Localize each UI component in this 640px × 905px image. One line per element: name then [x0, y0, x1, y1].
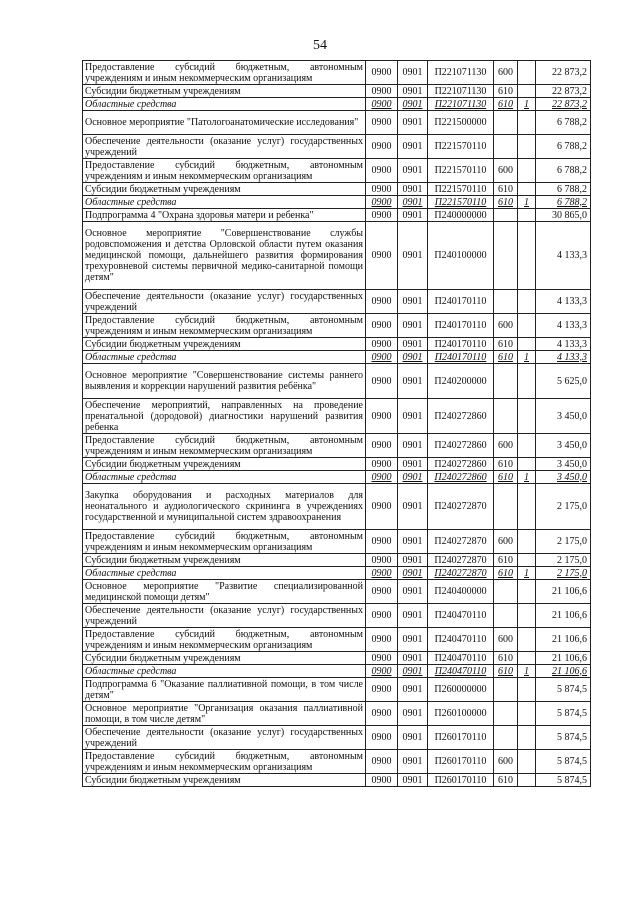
table-row: [83, 364, 591, 399]
row-source-code: [518, 554, 536, 567]
row-csr-code: П221071130: [428, 61, 494, 85]
row-sum: 3 450,0: [536, 458, 591, 471]
row-source-code: [518, 399, 536, 434]
row-source-code: [518, 135, 536, 159]
table-row: [83, 314, 591, 338]
row-sum: 4 133,3: [536, 351, 591, 364]
row-csr-code: П240170110: [428, 314, 494, 338]
row-source-code: 1: [518, 351, 536, 364]
row-vr-code: [494, 678, 518, 702]
row-source-code: [518, 750, 536, 774]
row-name: Основное мероприятие "Организация оказания паллиативной помощи, в том числе детям": [83, 702, 366, 726]
row-sum: 5 874,5: [536, 774, 591, 787]
row-name: Основное мероприятие "Совершенствование системы раннего выявления и коррекции нарушений развития ребёнка": [83, 364, 366, 399]
table-row: [83, 580, 591, 604]
table-row: [83, 209, 591, 222]
row-vr-code: 610: [494, 351, 518, 364]
row-csr-code: П221570110: [428, 159, 494, 183]
row-source-code: [518, 580, 536, 604]
row-name: Субсидии бюджетным учреждениям: [83, 85, 366, 98]
row-source-code: 1: [518, 665, 536, 678]
row-csr-code: П240170110: [428, 351, 494, 364]
row-sum: 6 788,2: [536, 196, 591, 209]
row-gr-code: 0900: [366, 471, 398, 484]
row-source-code: [518, 484, 536, 530]
row-source-code: [518, 85, 536, 98]
row-pr-code: 0901: [398, 98, 428, 111]
row-vr-code: 610: [494, 98, 518, 111]
row-vr-code: 600: [494, 530, 518, 554]
row-gr-code: 0900: [366, 580, 398, 604]
row-name: Обеспечение деятельности (оказание услуг) государственных учреждений: [83, 604, 366, 628]
row-vr-code: 610: [494, 652, 518, 665]
row-name: Субсидии бюджетным учреждениям: [83, 774, 366, 787]
row-csr-code: П240200000: [428, 364, 494, 399]
row-source-code: [518, 458, 536, 471]
row-pr-code: 0901: [398, 652, 428, 665]
row-vr-code: [494, 726, 518, 750]
row-pr-code: 0901: [398, 774, 428, 787]
row-name: Областные средства: [83, 567, 366, 580]
row-name: Предоставление субсидий бюджетным, автономным учреждениям и иным некоммерческим организациям: [83, 628, 366, 652]
row-pr-code: 0901: [398, 530, 428, 554]
row-source-code: 1: [518, 196, 536, 209]
row-vr-code: 600: [494, 61, 518, 85]
row-vr-code: [494, 364, 518, 399]
row-source-code: [518, 290, 536, 314]
table-row: [83, 665, 591, 678]
row-vr-code: 610: [494, 471, 518, 484]
row-pr-code: 0901: [398, 183, 428, 196]
table-row: [83, 111, 591, 135]
row-gr-code: 0900: [366, 604, 398, 628]
row-pr-code: 0901: [398, 290, 428, 314]
table-row: [83, 399, 591, 434]
row-gr-code: 0900: [366, 678, 398, 702]
row-gr-code: 0900: [366, 665, 398, 678]
row-sum: 3 450,0: [536, 434, 591, 458]
table-row: [83, 351, 591, 364]
row-name: Обеспечение мероприятий, направленных на проведение пренатальной (дородовой) диагностики нарушений развития ребенка: [83, 399, 366, 434]
row-vr-code: 610: [494, 338, 518, 351]
row-source-code: [518, 61, 536, 85]
row-csr-code: П240100000: [428, 222, 494, 290]
row-csr-code: П240272860: [428, 471, 494, 484]
row-pr-code: 0901: [398, 364, 428, 399]
table-row: [83, 652, 591, 665]
row-vr-code: 610: [494, 554, 518, 567]
row-gr-code: 0900: [366, 98, 398, 111]
row-source-code: [518, 652, 536, 665]
row-name: Областные средства: [83, 196, 366, 209]
table-row: [83, 338, 591, 351]
row-source-code: [518, 774, 536, 787]
row-gr-code: 0900: [366, 726, 398, 750]
row-pr-code: 0901: [398, 209, 428, 222]
row-source-code: [518, 314, 536, 338]
row-gr-code: 0900: [366, 434, 398, 458]
row-sum: 6 788,2: [536, 111, 591, 135]
row-sum: 30 865,0: [536, 209, 591, 222]
row-pr-code: 0901: [398, 196, 428, 209]
row-csr-code: П221570110: [428, 196, 494, 209]
row-name: Предоставление субсидий бюджетным, автономным учреждениям и иным некоммерческим организациям: [83, 750, 366, 774]
row-source-code: [518, 678, 536, 702]
table-row: [83, 530, 591, 554]
table-row: [83, 484, 591, 530]
row-sum: 21 106,6: [536, 665, 591, 678]
row-csr-code: П260170110: [428, 750, 494, 774]
row-vr-code: [494, 580, 518, 604]
table-row: [83, 196, 591, 209]
row-pr-code: 0901: [398, 554, 428, 567]
row-csr-code: П221570110: [428, 135, 494, 159]
row-source-code: [518, 159, 536, 183]
row-gr-code: 0900: [366, 484, 398, 530]
row-sum: 2 175,0: [536, 554, 591, 567]
table-row: [83, 628, 591, 652]
row-name: Подпрограмма 6 "Оказание паллиативной помощи, в том числе детям": [83, 678, 366, 702]
table-row: [83, 750, 591, 774]
row-gr-code: 0900: [366, 702, 398, 726]
row-gr-code: 0900: [366, 135, 398, 159]
row-sum: 5 874,5: [536, 726, 591, 750]
row-name: Областные средства: [83, 351, 366, 364]
table-row: [83, 98, 591, 111]
row-csr-code: П240272870: [428, 567, 494, 580]
row-csr-code: П240272870: [428, 530, 494, 554]
row-name: Предоставление субсидий бюджетным, автономным учреждениям и иным некоммерческим организациям: [83, 314, 366, 338]
row-vr-code: 600: [494, 750, 518, 774]
row-source-code: 1: [518, 98, 536, 111]
row-sum: 21 106,6: [536, 580, 591, 604]
row-name: Подпрограмма 4 "Охрана здоровья матери и ребенка": [83, 209, 366, 222]
row-gr-code: 0900: [366, 554, 398, 567]
row-csr-code: П240170110: [428, 338, 494, 351]
row-pr-code: 0901: [398, 135, 428, 159]
budget-table-body: [83, 61, 591, 787]
table-row: [83, 159, 591, 183]
row-name: Субсидии бюджетным учреждениям: [83, 458, 366, 471]
row-csr-code: П240272870: [428, 484, 494, 530]
row-sum: 4 133,3: [536, 338, 591, 351]
row-pr-code: 0901: [398, 351, 428, 364]
table-row: [83, 183, 591, 196]
row-sum: 5 874,5: [536, 750, 591, 774]
row-gr-code: 0900: [366, 290, 398, 314]
row-sum: 2 175,0: [536, 567, 591, 580]
table-row: [83, 290, 591, 314]
budget-table: [82, 60, 591, 787]
page-number: 54: [313, 38, 327, 53]
row-name: Субсидии бюджетным учреждениям: [83, 554, 366, 567]
row-csr-code: П240272860: [428, 399, 494, 434]
row-vr-code: 600: [494, 434, 518, 458]
row-source-code: [518, 209, 536, 222]
row-gr-code: 0900: [366, 338, 398, 351]
row-name: Предоставление субсидий бюджетным, автономным учреждениям и иным некоммерческим организациям: [83, 61, 366, 85]
row-gr-code: 0900: [366, 652, 398, 665]
table-row: [83, 678, 591, 702]
row-vr-code: 600: [494, 628, 518, 652]
row-gr-code: 0900: [366, 61, 398, 85]
table-row: [83, 702, 591, 726]
row-sum: 6 788,2: [536, 135, 591, 159]
row-csr-code: П260170110: [428, 774, 494, 787]
row-vr-code: 600: [494, 159, 518, 183]
row-csr-code: П221071130: [428, 85, 494, 98]
table-row: [83, 222, 591, 290]
row-gr-code: 0900: [366, 750, 398, 774]
row-vr-code: 610: [494, 665, 518, 678]
row-gr-code: 0900: [366, 351, 398, 364]
row-sum: 22 873,2: [536, 61, 591, 85]
table-row: [83, 471, 591, 484]
row-vr-code: [494, 111, 518, 135]
row-pr-code: 0901: [398, 61, 428, 85]
row-name: Субсидии бюджетным учреждениям: [83, 652, 366, 665]
row-vr-code: [494, 290, 518, 314]
row-name: Предоставление субсидий бюджетным, автономным учреждениям и иным некоммерческим организациям: [83, 434, 366, 458]
row-gr-code: 0900: [366, 364, 398, 399]
row-sum: 21 106,6: [536, 604, 591, 628]
row-pr-code: 0901: [398, 85, 428, 98]
row-vr-code: 610: [494, 196, 518, 209]
row-name: Областные средства: [83, 471, 366, 484]
row-name: Предоставление субсидий бюджетным, автономным учреждениям и иным некоммерческим организациям: [83, 159, 366, 183]
table-row: [83, 434, 591, 458]
row-pr-code: 0901: [398, 222, 428, 290]
row-pr-code: 0901: [398, 567, 428, 580]
row-sum: 6 788,2: [536, 159, 591, 183]
row-sum: 22 873,2: [536, 85, 591, 98]
row-source-code: [518, 434, 536, 458]
row-csr-code: П260000000: [428, 678, 494, 702]
row-csr-code: П221500000: [428, 111, 494, 135]
row-name: Областные средства: [83, 98, 366, 111]
row-csr-code: П240000000: [428, 209, 494, 222]
row-pr-code: 0901: [398, 399, 428, 434]
row-vr-code: [494, 702, 518, 726]
row-source-code: [518, 726, 536, 750]
row-name: Субсидии бюджетным учреждениям: [83, 338, 366, 351]
table-row: [83, 554, 591, 567]
row-pr-code: 0901: [398, 678, 428, 702]
row-pr-code: 0901: [398, 471, 428, 484]
row-csr-code: П221570110: [428, 183, 494, 196]
row-source-code: [518, 628, 536, 652]
row-gr-code: 0900: [366, 183, 398, 196]
row-gr-code: 0900: [366, 458, 398, 471]
row-csr-code: П240470110: [428, 604, 494, 628]
row-sum: 5 625,0: [536, 364, 591, 399]
row-csr-code: П240272860: [428, 434, 494, 458]
row-pr-code: 0901: [398, 159, 428, 183]
row-csr-code: П260170110: [428, 726, 494, 750]
row-source-code: [518, 604, 536, 628]
row-pr-code: 0901: [398, 702, 428, 726]
row-csr-code: П240470110: [428, 628, 494, 652]
row-vr-code: 610: [494, 774, 518, 787]
table-row: [83, 61, 591, 85]
row-name: Основное мероприятие "Патологоанатомические исследования": [83, 111, 366, 135]
row-csr-code: П221071130: [428, 98, 494, 111]
row-pr-code: 0901: [398, 726, 428, 750]
row-pr-code: 0901: [398, 314, 428, 338]
row-source-code: [518, 702, 536, 726]
row-vr-code: [494, 484, 518, 530]
row-vr-code: [494, 399, 518, 434]
table-row: [83, 567, 591, 580]
row-gr-code: 0900: [366, 85, 398, 98]
row-name: Основное мероприятие "Совершенствование службы родовспоможения и детства Орловской области путем оказания медицинской помощи, дальнейшего развития формирования трехуровневой системы первичной медико-санитарной помощи детям": [83, 222, 366, 290]
row-sum: 5 874,5: [536, 678, 591, 702]
row-sum: 21 106,6: [536, 652, 591, 665]
row-gr-code: 0900: [366, 159, 398, 183]
row-csr-code: П240170110: [428, 290, 494, 314]
row-pr-code: 0901: [398, 484, 428, 530]
row-source-code: [518, 222, 536, 290]
row-gr-code: 0900: [366, 314, 398, 338]
row-gr-code: 0900: [366, 567, 398, 580]
row-sum: 2 175,0: [536, 484, 591, 530]
table-row: [83, 604, 591, 628]
row-pr-code: 0901: [398, 580, 428, 604]
table-row: [83, 774, 591, 787]
row-vr-code: 610: [494, 85, 518, 98]
row-source-code: [518, 338, 536, 351]
row-pr-code: 0901: [398, 628, 428, 652]
row-gr-code: 0900: [366, 628, 398, 652]
row-csr-code: П240272860: [428, 458, 494, 471]
table-row: [83, 135, 591, 159]
row-gr-code: 0900: [366, 222, 398, 290]
row-vr-code: [494, 604, 518, 628]
row-name: Предоставление субсидий бюджетным, автономным учреждениям и иным некоммерческим организациям: [83, 530, 366, 554]
row-source-code: 1: [518, 567, 536, 580]
row-csr-code: П240272870: [428, 554, 494, 567]
row-sum: 4 133,3: [536, 314, 591, 338]
row-sum: 2 175,0: [536, 530, 591, 554]
row-csr-code: П240470110: [428, 652, 494, 665]
row-pr-code: 0901: [398, 604, 428, 628]
row-name: Обеспечение деятельности (оказание услуг) государственных учреждений: [83, 726, 366, 750]
row-csr-code: П260100000: [428, 702, 494, 726]
row-source-code: [518, 111, 536, 135]
row-source-code: [518, 183, 536, 196]
row-pr-code: 0901: [398, 111, 428, 135]
row-gr-code: 0900: [366, 111, 398, 135]
row-source-code: 1: [518, 471, 536, 484]
row-name: Обеспечение деятельности (оказание услуг) государственных учреждений: [83, 135, 366, 159]
row-pr-code: 0901: [398, 458, 428, 471]
row-vr-code: 610: [494, 458, 518, 471]
row-sum: 4 133,3: [536, 290, 591, 314]
table-row: [83, 726, 591, 750]
row-pr-code: 0901: [398, 665, 428, 678]
row-gr-code: 0900: [366, 530, 398, 554]
row-vr-code: [494, 209, 518, 222]
row-source-code: [518, 530, 536, 554]
row-pr-code: 0901: [398, 338, 428, 351]
row-name: Обеспечение деятельности (оказание услуг) государственных учреждений: [83, 290, 366, 314]
row-vr-code: [494, 222, 518, 290]
row-gr-code: 0900: [366, 774, 398, 787]
row-vr-code: [494, 135, 518, 159]
table-row: [83, 458, 591, 471]
row-pr-code: 0901: [398, 434, 428, 458]
row-pr-code: 0901: [398, 750, 428, 774]
row-sum: 3 450,0: [536, 399, 591, 434]
row-vr-code: 610: [494, 567, 518, 580]
row-sum: 6 788,2: [536, 183, 591, 196]
row-sum: 4 133,3: [536, 222, 591, 290]
row-name: Областные средства: [83, 665, 366, 678]
row-name: Закупка оборудования и расходных материалов для неонатального и аудиологического скрининга в учреждениях государственной и муниципальной систем здравоохранения: [83, 484, 366, 530]
row-name: Основное мероприятие "Развитие специализированной медицинской помощи детям": [83, 580, 366, 604]
row-csr-code: П240470110: [428, 665, 494, 678]
row-sum: 3 450,0: [536, 471, 591, 484]
row-csr-code: П240400000: [428, 580, 494, 604]
table-row: [83, 85, 591, 98]
row-sum: 5 874,5: [536, 702, 591, 726]
row-vr-code: 610: [494, 183, 518, 196]
row-gr-code: 0900: [366, 196, 398, 209]
row-source-code: [518, 364, 536, 399]
row-gr-code: 0900: [366, 399, 398, 434]
row-vr-code: 600: [494, 314, 518, 338]
row-name: Субсидии бюджетным учреждениям: [83, 183, 366, 196]
row-gr-code: 0900: [366, 209, 398, 222]
row-sum: 22 873,2: [536, 98, 591, 111]
row-sum: 21 106,6: [536, 628, 591, 652]
